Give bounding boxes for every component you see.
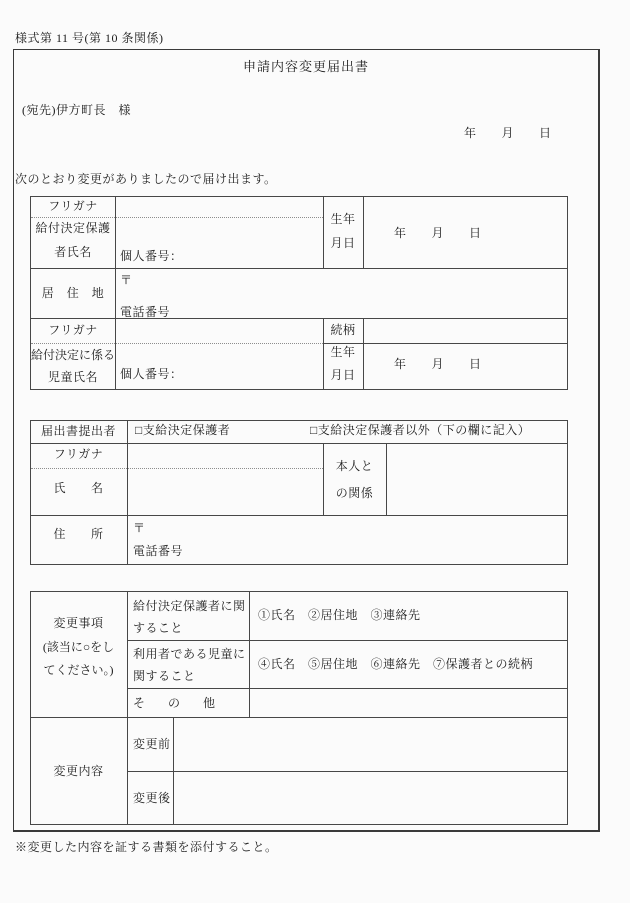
submitter-label: 届出書提出者	[40, 424, 116, 438]
before-change-label: 変更前	[133, 737, 171, 751]
submitter-option-guardian-checkbox: □支給決定保護者	[135, 423, 231, 437]
submitter-phone-label: 電話番号	[133, 544, 184, 558]
after-change-label: 変更後	[133, 791, 171, 805]
changes-row2-divider	[127, 688, 568, 689]
submitter-postal-mark: 〒	[133, 521, 146, 535]
submitter-row2-divider	[30, 515, 568, 516]
guardian-furigana-dotted-line	[31, 217, 323, 218]
changes-before-after-divider	[127, 771, 568, 772]
relationship-label: 続柄	[330, 323, 356, 337]
residence-label: 居 住 地	[41, 286, 105, 300]
submitter-relation-col-line	[323, 443, 324, 515]
submitter-col1-line	[127, 420, 128, 565]
date-line: 年 月 日	[464, 126, 552, 140]
form-title: 申請内容変更届出書	[242, 59, 369, 74]
child-birthdate-placeholder: 年 月 日	[394, 357, 482, 371]
guardian-birthdate-placeholder: 年 月 日	[394, 226, 482, 240]
intro-text: 次のとおり変更がありましたので届け出ます。	[15, 172, 277, 186]
change-content-label: 変更内容	[53, 764, 104, 778]
guardian-row-divider	[30, 268, 568, 269]
guardian-personal-number-label: 個人番号：	[120, 249, 183, 263]
relationship-row-divider	[323, 343, 568, 344]
guardian-phone-label: 電話番号	[120, 305, 171, 319]
changes-scope-col-line	[249, 591, 250, 717]
guardian-furigana-label: フリガナ	[48, 199, 98, 213]
guardian-birth-col-line-top	[323, 196, 324, 268]
residence-row-divider	[30, 318, 568, 319]
addressee-line: (宛先)伊方町長 様	[22, 103, 131, 117]
guardian-scope-label-line1: 給付決定保護者に関	[133, 599, 246, 613]
submitter-furigana-label: フリガナ	[53, 447, 104, 461]
changes-col1-line	[127, 591, 128, 825]
submitter-furigana-dotted-line	[31, 468, 323, 469]
guardian-change-options: ①氏名 ②居住地 ③連絡先	[258, 608, 421, 622]
submitter-relation-value-line	[386, 443, 387, 515]
guardian-name-label-line2: 者氏名	[54, 245, 92, 259]
guardian-birth-label-line1: 生年	[330, 212, 356, 226]
child-personal-number-label: 個人番号：	[120, 367, 183, 381]
other-scope-label: そ の 他	[133, 696, 221, 710]
submitter-relation-label-line2: の関係	[335, 486, 374, 500]
form-number: 様式第 11 号(第 10 条関係)	[15, 31, 164, 45]
child-scope-label-line1: 利用者である児童に	[133, 647, 246, 661]
guardian-birth-label-line2: 月日	[330, 236, 356, 250]
submitter-name-label: 氏 名	[53, 481, 104, 495]
child-furigana-label: フリガナ	[48, 323, 98, 337]
child-scope-label-line2: 関すること	[133, 669, 196, 683]
child-birth-label-line2: 月日	[330, 368, 356, 382]
change-items-label-line1: 変更事項	[53, 616, 104, 630]
guardian-birth-value-line-top	[363, 196, 364, 268]
submitter-row1-divider	[30, 443, 568, 444]
submitter-address-label: 住 所	[53, 527, 104, 541]
footnote: ※変更した内容を証する書類を添付すること。	[15, 840, 278, 854]
child-change-options: ④氏名 ⑤居住地 ⑥連絡先 ⑦保護者との続柄	[258, 657, 534, 671]
submitter-option-other-checkbox: □支給決定保護者以外（下の欄に記入）	[310, 423, 531, 437]
guardian-scope-label-line2: すること	[133, 621, 184, 635]
guardian-postal-mark: 〒	[120, 273, 133, 287]
changes-content-divider	[30, 717, 568, 718]
child-birth-label-line1: 生年	[330, 345, 356, 359]
changes-row1-divider	[127, 640, 568, 641]
change-items-label-line2: (該当に○をし	[42, 640, 115, 654]
guardian-name-label-line1: 給付決定保護	[35, 221, 111, 235]
change-items-label-line3: てください。)	[43, 663, 114, 677]
child-name-label-line1: 給付決定に係る	[30, 348, 115, 362]
child-furigana-dotted-line	[31, 343, 323, 344]
submitter-relation-label-line1: 本人と	[335, 459, 374, 473]
child-birth-value-line	[363, 318, 364, 390]
child-name-label-line2: 児童氏名	[47, 370, 98, 384]
